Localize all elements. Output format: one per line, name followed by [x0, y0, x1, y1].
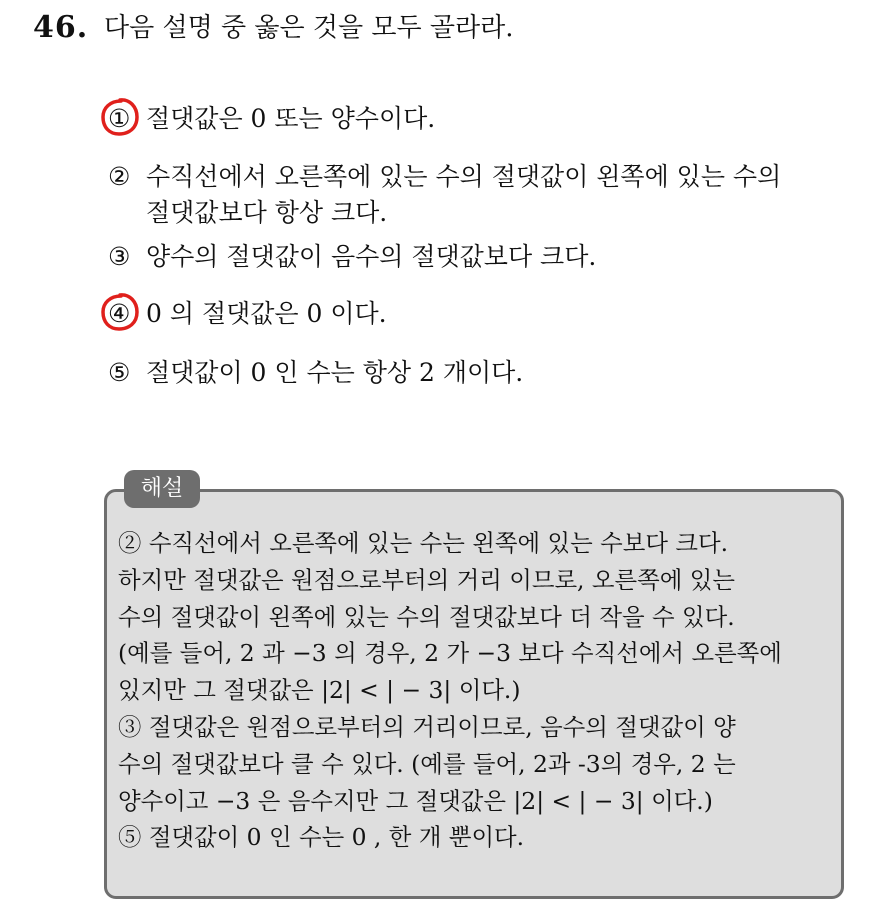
choice-2	[108, 159, 781, 231]
choice-text: 수직선에서 오른쪽에 있는 수의 절댓값이 왼쪽에 있는 수의	[146, 162, 782, 191]
explanation-line: 수의 절댓값이 왼쪽에 있는 수의 절댓값보다 더 작을 수 있다.	[118, 602, 735, 631]
question-text: 다음 설명 중 옳은 것을 모두 골라라.	[104, 13, 514, 43]
question-number: 46.	[33, 10, 89, 45]
explanation-line: ③ 절댓값은 원점으로부터의 거리이므로, 음수의 절댓값이 양	[118, 712, 736, 741]
explanation-line: ⑤ 절댓값이 0 인 수는 0 , 한 개 뿐이다.	[118, 823, 525, 852]
explanation-line: 수의 절댓값보다 클 수 있다. (예를 들어, 2과 -3의 경우, 2 는	[118, 749, 736, 778]
explanation-line: 양수이고 −3 은 음수지만 그 절댓값은 |2| < | − 3| 이다.)	[118, 786, 713, 815]
explanation-line: (예를 들어, 2 과 −3 의 경우, 2 가 −3 보다 수직선에서 오른쪽에	[118, 639, 782, 668]
choice-4	[108, 296, 387, 332]
choice-5	[108, 355, 523, 391]
choice-number: ①	[108, 104, 131, 133]
choice-text: 절댓값은 0 또는 양수이다.	[146, 104, 436, 133]
explanation-text	[118, 525, 836, 856]
choice-text: 양수의 절댓값이 음수의 절댓값보다 크다.	[146, 242, 597, 271]
choice-text: 절댓값이 0 인 수는 항상 2 개이다.	[146, 358, 524, 387]
explanation-line: 하지만 절댓값은 원점으로부터의 거리 이므로, 오른쪽에 있는	[118, 565, 735, 594]
choice-1	[108, 101, 435, 137]
explanation-line: ② 수직선에서 오른쪽에 있는 수는 왼쪽에 있는 수보다 크다.	[118, 529, 728, 557]
explanation-line: 있지만 그 절댓값은 |2| < | − 3| 이다.)	[118, 676, 521, 705]
explanation-tab: 해설	[124, 470, 200, 508]
choice-number: ②	[108, 162, 131, 191]
choice-number: ④	[108, 299, 131, 328]
choice-number: ③	[108, 242, 131, 271]
choice-text-continued: 절댓값보다 항상 크다.	[146, 198, 388, 227]
choice-3	[108, 239, 596, 275]
choice-text: 0 의 절댓값은 0 이다.	[146, 299, 387, 328]
choice-number: ⑤	[108, 358, 131, 387]
